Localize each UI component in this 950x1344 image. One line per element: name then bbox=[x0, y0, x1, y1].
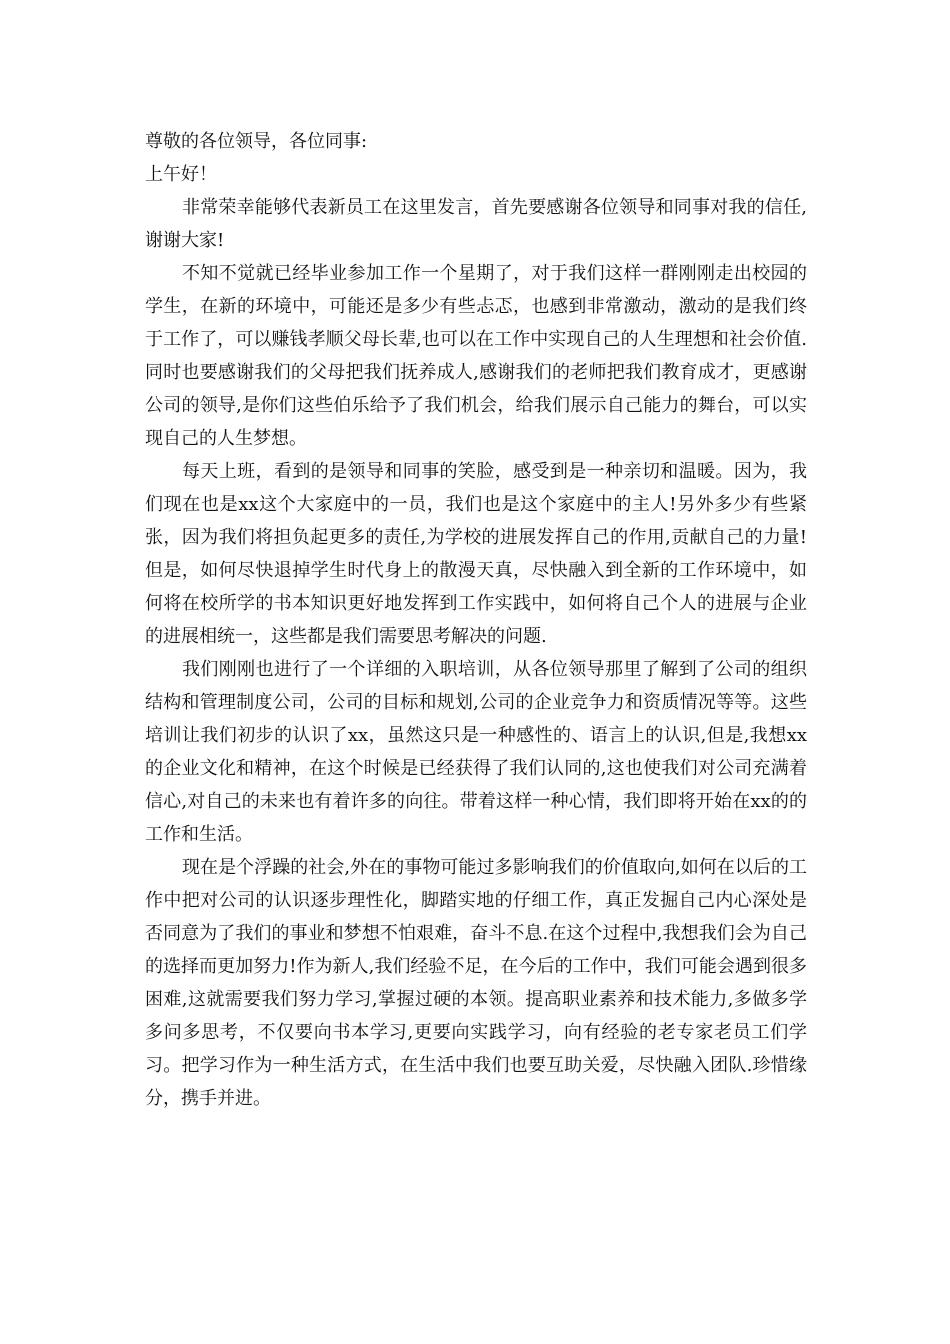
paragraph-training: 我们刚刚也进行了一个详细的入职培训，从各位领导那里了解到了公司的组织结构和管理制度公司，公司的目标和规划,公司的企业竞争力和资质情况等等。这些培训让我们初步的认识了xx，虽然这只是一种感性的、语言上的认识,但是,我想xx的企业文化和精神，在这个时候是已经获得了我们认同的,这也使我们对公司充满着信心,对自己的未来也有着许多的向往。带着这样一种心情，我们即将开始在xx的的工作和生活。 bbox=[145, 659, 807, 845]
salutation: 尊敬的各位领导，各位同事: bbox=[145, 131, 368, 152]
greeting: 上午好！ bbox=[145, 164, 217, 185]
document-body bbox=[145, 125, 807, 1115]
paragraph-society: 现在是个浮躁的社会,外在的事物可能过多影响我们的价值取向,如何在以后的工作中把对公司的认识逐步理性化，脚踏实地的仔细工作，真正发掘自己内心深处是否同意为了我们的事业和梦想不怕艰难，奋斗不息.在这个过程中,我想我们会为自己的选择而更加努力!作为新人,我们经验不足，在今后的工作中，我们可能会遇到很多困难,这就需要我们努力学习,掌握过硬的本领。提高职业素养和技术能力,多做多学多问多思考，不仅要向书本学习,更要向实践学习，向有经验的老专家老员工们学习。把学习作为一种生活方式，在生活中我们也要互助关爱，尽快融入团队.珍惜缘分，携手并进。 bbox=[145, 857, 807, 1109]
paragraph-thanks: 非常荣幸能够代表新员工在这里发言，首先要感谢各位领导和同事对我的信任,谢谢大家! bbox=[145, 197, 807, 251]
paragraph-daily-work: 每天上班，看到的是领导和同事的笑脸，感受到是一种亲切和温暖。因为，我们现在也是xx这个大家庭中的一员，我们也是这个家庭中的主人!另外多少有些紧张，因为我们将担负起更多的责任,为学校的进展发挥自己的作用,贡献自己的力量!但是，如何尽快退掉学生时代身上的散漫天真，尽快融入到全新的工作环境中，如何将在校所学的书本知识更好地发挥到工作实践中，如何将自己个人的进展与企业的进展相统一，这些都是我们需要思考解决的问题. bbox=[145, 461, 807, 647]
paragraph-first-week: 不知不觉就已经毕业参加工作一个星期了，对于我们这样一群刚刚走出校园的学生，在新的环境中，可能还是多少有些忐忑，也感到非常激动，激动的是我们终于工作了，可以赚钱孝顺父母长辈,也可以在工作中实现自己的人生理想和社会价值.同时也要感谢我们的父母把我们抚养成人,感谢我们的老师把我们教育成才，更感谢公司的领导,是你们这些伯乐给予了我们机会，给我们展示自己能力的舞台，可以实现自己的人生梦想。 bbox=[145, 263, 807, 449]
